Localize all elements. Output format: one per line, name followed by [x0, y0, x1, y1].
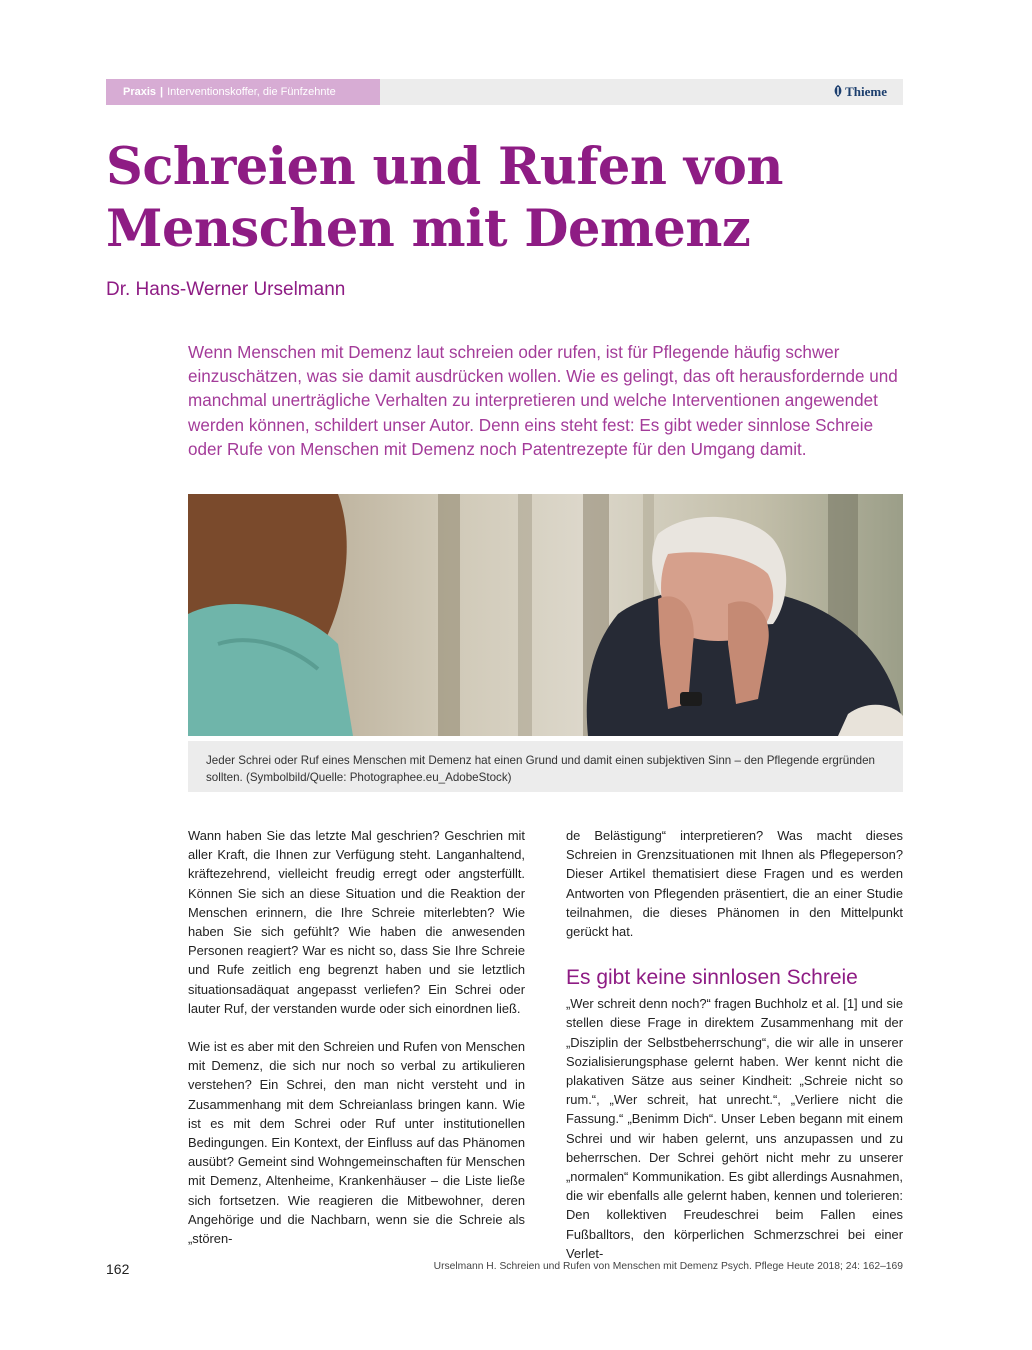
page-number: 162 [106, 1261, 130, 1277]
lead-paragraph: Wenn Menschen mit Demenz laut schreien oder rufen, ist für Pflegende häufig schwer einzuschätzen, was sie damit ausdrücken wollen. Wie es gelingt, das oft herausfordernde und manchmal unerträgliche Verhalten zu interpretieren und welche Interventionen angewendet werden können, schildert unser Autor. Denn eins steht fest: Es gibt weder sinnlose Schreie oder Rufe von Menschen mit Demenz noch Patentrezepte für den Umgang damit. [188, 343, 898, 459]
section-name: Praxis [123, 86, 157, 98]
running-header [106, 79, 903, 105]
body-paragraph: Wie ist es aber mit den Schreien und Rufen von Menschen mit Demenz, die sich nur noch so verbal zu artikulieren verstehen? Ein Schrei, den man nicht versteht und in Zusammenhang mit dem Schreianlass bringen kann. Wie ist es mit dem Schrei oder Ruf unter institutionellen Bedingungen. Ein Kontext, der Einfluss auf das Phänomen ausübt? Gemeint sind Wohngemeinschaften für Menschen mit Demenz, Altenheime, Krankenhäuser – die Liste ließe sich fortsetzen. Wie reagieren die Mitbewohner, deren Angehörige und die Nachbarn, wenn sie die Schreie als „stören- [188, 1039, 525, 1247]
citation-footer: Urselmann H. Schreien und Rufen von Menschen mit Demenz Psych. Pflege Heute 2018; 24: 162–169 [433, 1261, 903, 1272]
publisher-name: Thieme [845, 84, 887, 99]
body-paragraph: de Belästigung“ interpretieren? Was macht dieses Schreien in Grenzsituationen mit Ihnen als Pflegeperson? Dieser Artikel thematisiert diese Fragen und es werden Antworten von Pflegenden präsentiert, die an einer Studie teilnahmen, die dieses Phänomen in den Mittelpunkt gerückt hat. [566, 828, 903, 940]
subsection-name: Interventionskoffer, die Fünfzehnte [167, 86, 336, 98]
publisher-logo [833, 79, 887, 105]
thieme-logo-icon [833, 85, 843, 97]
body-paragraph: Wann haben Sie das letzte Mal geschrien? Geschrien mit aller Kraft, die Ihnen zur Verfügung steht. Langanhaltend, kräftezehrend, vielleicht freudig erregt oder angsterfüllt. Können Sie sich an diese Situation und die Reaktion der Menschen erinnern, die Ihre Schreie miterlebten? Wie haben Sie sich gefühlt? Wie haben die anwesenden Personen reagiert? War es nicht so, dass Sie Ihre Schreie und Rufe zeitlich eng begrenzt haben und sie letztlich situationsadäquat angepasst verliefen? Ein Schrei oder lauter Ruf, der verstanden wurde oder sich einordnen ließ. [188, 828, 525, 1016]
article-title: Schreien und Rufen von Menschen mit Demenz [106, 137, 783, 259]
article-photo [188, 494, 903, 736]
body-paragraph: „Wer schreit denn noch?“ fragen Buchholz et al. [1] und sie stellen diese Frage in direktem Zusammenhang mit der „Disziplin der Selbstbeherrschung“, die wir alle in unserer Sozialisierungsphase gelernt haben. Wer kennt nicht die plakativen Sätze aus seiner Kindheit: „Schreie nicht so rum.“, „Wer schreit, hat unrecht.“, „Verliere nicht die Fassung.“ „Benimm Dich“. Unser Leben begann mit einem Schrei und wir haben gelernt, uns anzupassen und zu beherrschen. Der Schrei gehört nicht mehr zu unserer „normalen“ Kommunikation. Es gibt allerdings Ausnahmen, die wir ebenfalls alle gelernt haben, kennen und tolerieren: Den kollektiven Freudeschrei beim Fallen eines Fußballtors, den körperlichen Schmerzschrei bei einer Verlet- [566, 996, 903, 1261]
left-column [188, 826, 525, 1248]
photo-illustration [188, 494, 903, 736]
section-heading: Es gibt keine sinnlosen Schreie [566, 966, 858, 990]
header-separator: | [160, 86, 164, 98]
author-name: Dr. Hans-Werner Urselmann [106, 279, 346, 300]
section-tab [106, 79, 380, 105]
right-column [566, 826, 903, 1263]
photo-caption: Jeder Schrei oder Ruf eines Menschen mit Demenz hat einen Grund und damit einen subjektiven Sinn – den Pflegende ergründen sollten. (Symbolbild/Quelle: Photographee.eu_AdobeStock) [188, 741, 903, 792]
